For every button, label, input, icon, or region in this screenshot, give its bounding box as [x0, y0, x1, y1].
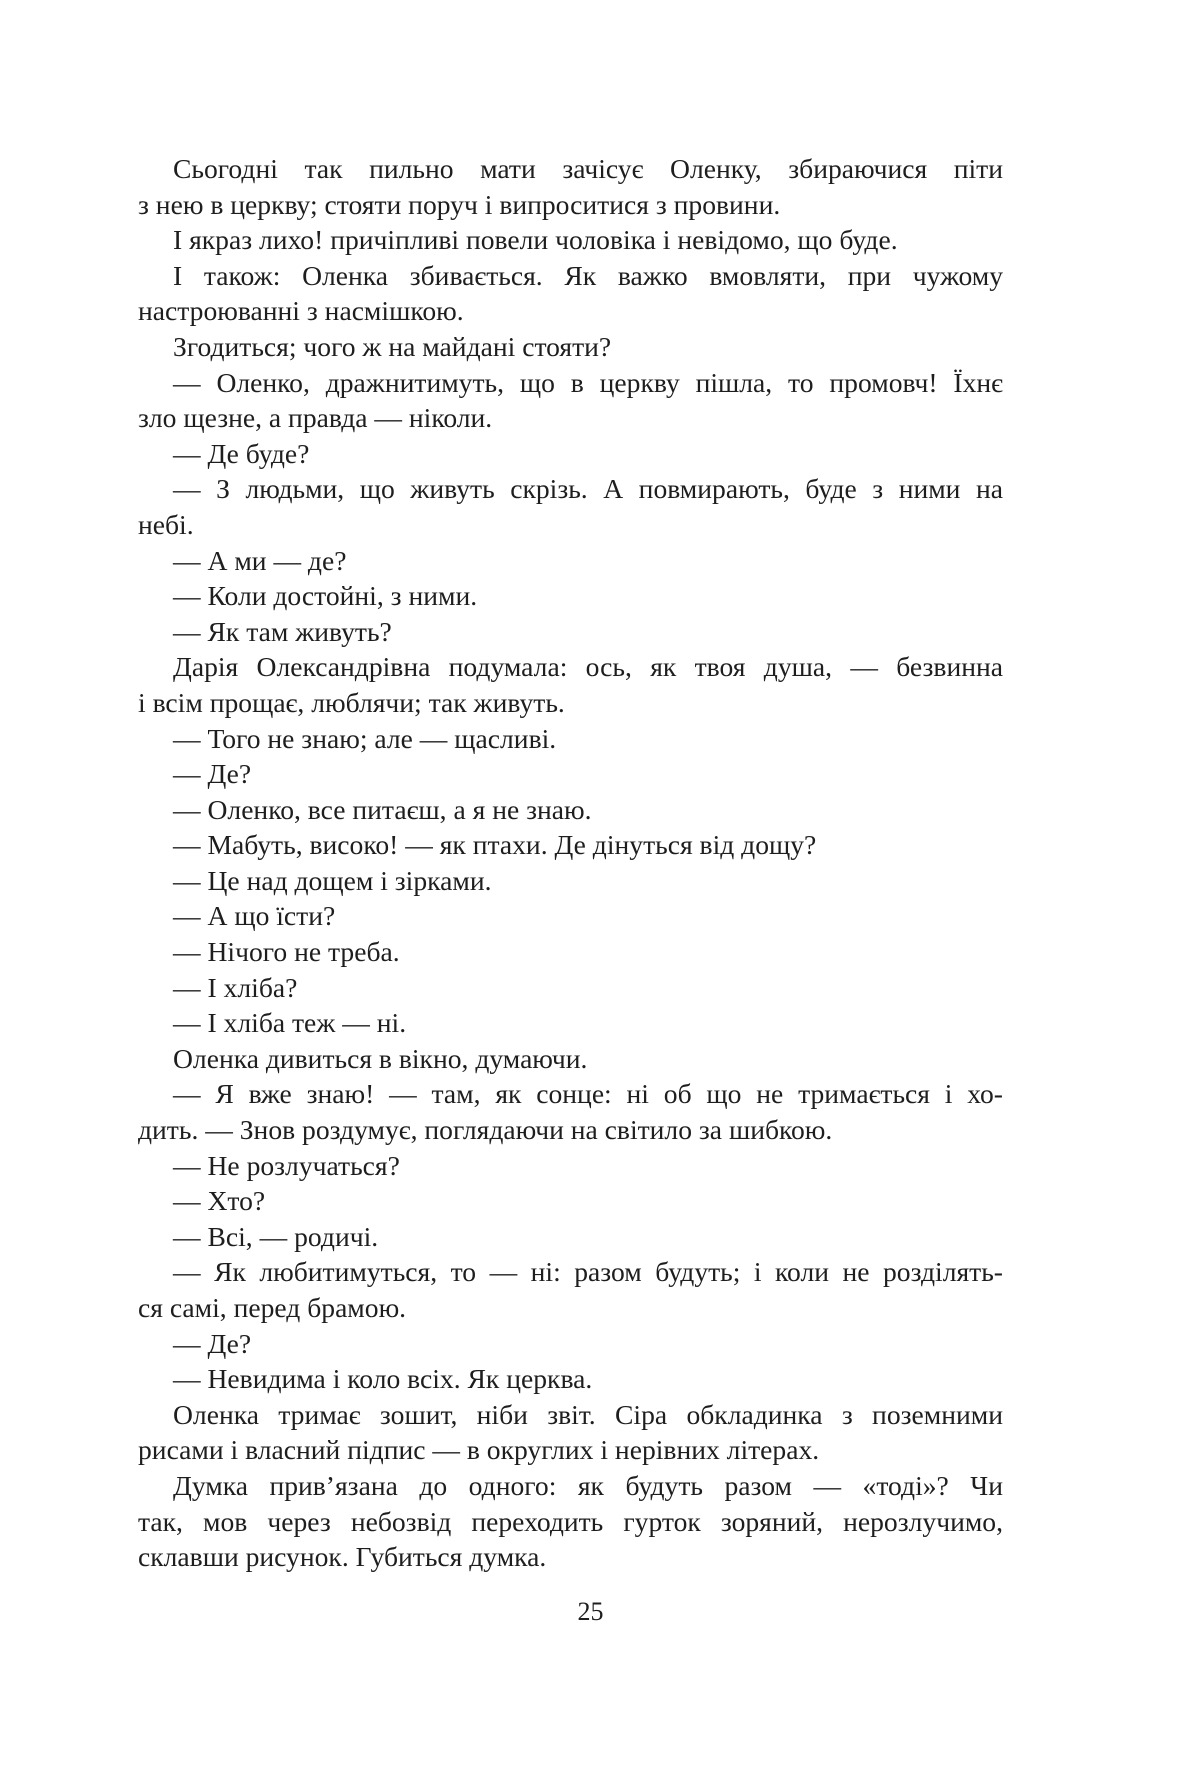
paragraph-first-line: — А ми — де?: [173, 544, 347, 576]
paragraph-line: ся самі, перед брамою.: [138, 1292, 407, 1323]
page-number: 25: [577, 1597, 604, 1626]
paragraph-first-line: — З людьми, що живуть скрізь. А повмирають, буде з ними на: [173, 473, 1003, 505]
paragraph-first-line: — Не розлучаться?: [173, 1149, 400, 1181]
paragraph-first-line: — Як любитимуться, то — ні: разом будуть; і коли не розділять-: [173, 1256, 1003, 1288]
page-text: [138, 151, 1003, 1575]
paragraph-first-line: Дарія Олександрівна подумала: ось, як твоя душа, — безвинна: [173, 651, 1003, 683]
paragraph-line: склавши рисунок. Губиться думка.: [138, 1541, 547, 1573]
paragraph-line: рисами і власний підпис — в округлих і нерівних літерах.: [138, 1434, 820, 1466]
paragraph-first-line: — І хліба теж — ні.: [173, 1007, 407, 1039]
paragraph-first-line: Оленка дивиться в вікно, думаючи.: [173, 1042, 588, 1074]
paragraph-first-line: — Оленко, все питаєш, а я не знаю.: [173, 793, 592, 825]
paragraph-first-line: — Це над дощем і зірками.: [173, 864, 492, 896]
paragraph-first-line: — Оленко, дражнитимуть, що в церкву пішла, то промовч! Їхнє: [173, 366, 1003, 398]
paragraph-first-line: І якраз лихо! причіпливі повели чоловіка і невідомо, що буде.: [173, 224, 898, 256]
paragraph-line: і всім прощає, люблячи; так живуть.: [138, 686, 565, 718]
paragraph-first-line: І також: Оленка збивається. Як важко вмовляти, при чужому: [173, 259, 1003, 291]
paragraph-line: так, мов через небозвід переходить гурток зоряний, нерозлучимо,: [138, 1505, 1003, 1537]
paragraph-first-line: — Де?: [173, 758, 252, 790]
paragraph-line: зло щезне, а правда — ніколи.: [138, 402, 493, 434]
paragraph-first-line: — Як там живуть?: [173, 615, 392, 647]
paragraph-first-line: Оленка тримає зошит, ніби звіт. Сіра обкладинка з поземними: [173, 1398, 1003, 1430]
paragraph-first-line: — Де буде?: [173, 437, 310, 469]
paragraph-line: дить. — Знов роздумує, поглядаючи на світило за шибкою.: [138, 1114, 833, 1146]
paragraph-first-line: Сьогодні так пильно мати зачісує Оленку, збираючися піти: [173, 153, 1003, 184]
paragraph-first-line: — Коли достойні, з ними.: [173, 580, 478, 612]
paragraph-first-line: — Де?: [173, 1327, 252, 1359]
paragraph-first-line: Згодиться; чого ж на майдані стояти?: [173, 330, 612, 362]
paragraph-first-line: — А що їсти?: [173, 900, 336, 932]
paragraph-first-line: Думка прив’язана до одного: як будуть разом — «тоді»? Чи: [173, 1469, 1003, 1501]
paragraph-line: настроюванні з насмішкою.: [138, 295, 464, 327]
paragraph-first-line: — І хліба?: [173, 971, 298, 1003]
paragraph-line: небі.: [138, 508, 194, 540]
paragraph-first-line: — Невидима і коло всіх. Як церква.: [173, 1363, 593, 1395]
paragraph-first-line: — Всі, — родичі.: [173, 1220, 379, 1252]
paragraph-first-line: — Того не знаю; але — щасливі.: [173, 722, 557, 754]
paragraph-line: з нею в церкву; стояти поруч і випроситися з провини.: [138, 188, 781, 220]
paragraph-first-line: — Мабуть, високо! — як птахи. Де дінуться від дощу?: [173, 829, 817, 861]
paragraph-first-line: — Хто?: [173, 1185, 266, 1217]
paragraph-first-line: — Нічого не треба.: [173, 936, 400, 968]
paragraph-first-line: — Я вже знаю! — там, як сонце: ні об що не тримається і хо-: [173, 1078, 1003, 1110]
